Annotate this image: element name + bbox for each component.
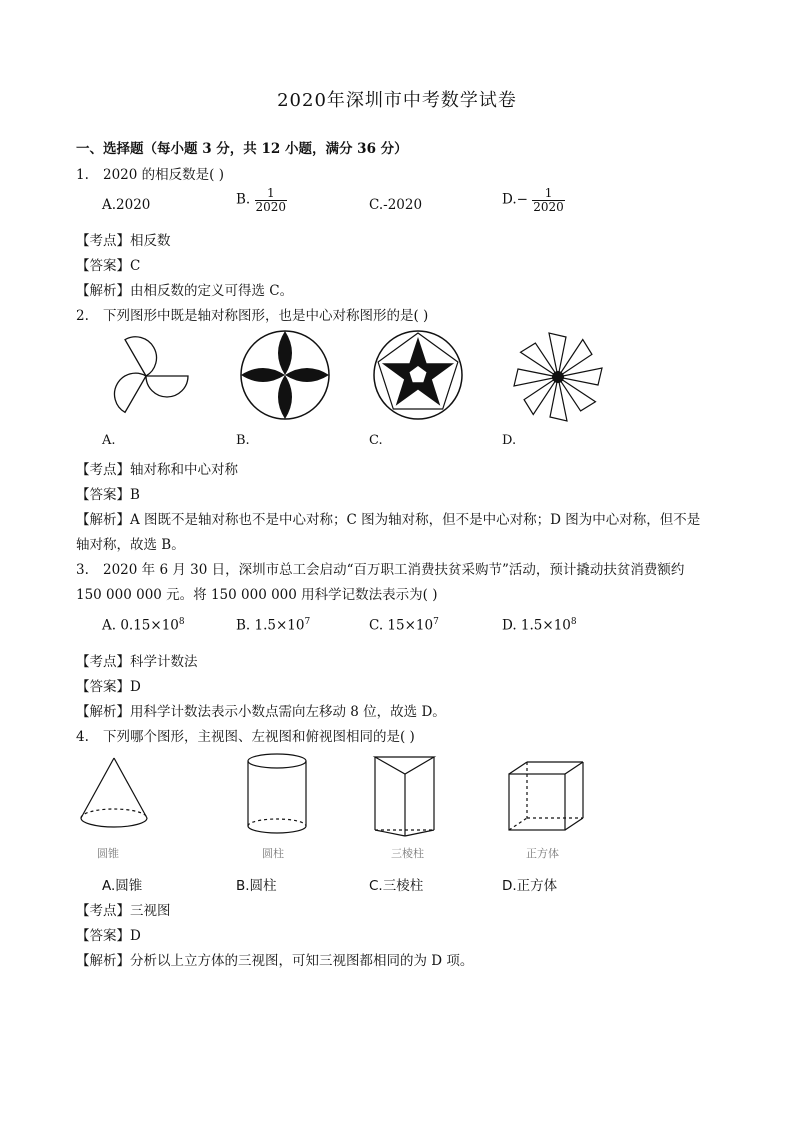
tag-kaodian: 【考点】 — [76, 233, 130, 249]
fraction-denominator: 2020 — [255, 199, 287, 214]
q4-caption-cone: 圆锥 — [97, 847, 119, 860]
tag-jiexi: 【解析】 — [76, 283, 130, 299]
kaodian-text: 轴对称和中心对称 — [130, 462, 238, 478]
option-text: B. 1.5×10 — [236, 617, 305, 634]
q2-label-a: A. — [102, 433, 116, 448]
question-1-stem — [76, 163, 224, 183]
q4-kaodian — [76, 899, 171, 919]
tag-daan: 【答案】 — [76, 258, 130, 274]
q2-jiexi-cont: 轴对称，故选 B。 — [76, 537, 185, 553]
q3-option-c — [369, 617, 439, 634]
q4-caption-cube: 正方体 — [526, 847, 559, 860]
jiexi-text: 由相反数的定义可得选 C。 — [130, 283, 294, 299]
q4-option-d: D.正方体 — [502, 878, 558, 894]
option-prefix: B. — [236, 191, 251, 208]
option-text: C. 15×10 — [369, 617, 434, 634]
q2-figure-b — [239, 329, 331, 421]
q4-cone-figure — [78, 756, 150, 836]
q2-kaodian — [76, 458, 238, 478]
q3-option-a — [102, 617, 185, 634]
q3-kaodian — [76, 650, 198, 670]
tag-jiexi: 【解析】 — [76, 512, 130, 528]
question-number: 3. — [76, 562, 89, 578]
question-4-stem — [76, 725, 415, 745]
question-text: 2020 年 6 月 30 日，深圳市总工会启动“百万职工消费扶贫采购节”活动，预计撬动扶贫消费额约 — [103, 562, 685, 578]
q4-cube-figure — [506, 760, 586, 832]
kaodian-text: 相反数 — [130, 233, 171, 249]
q2-daan — [76, 483, 140, 503]
tag-jiexi: 【解析】 — [76, 953, 130, 969]
fraction-denominator: 2020 — [533, 199, 564, 214]
q3-option-b — [236, 617, 310, 634]
q1-kaodian — [76, 229, 171, 249]
tag-daan: 【答案】 — [76, 928, 130, 944]
fraction-numerator: 1 — [266, 186, 275, 200]
exponent: 7 — [433, 617, 439, 627]
option-prefix: D. — [502, 191, 517, 208]
tag-kaodian: 【考点】 — [76, 654, 130, 670]
q4-option-a: A.圆锥 — [102, 878, 143, 894]
question-number: 1. — [76, 167, 89, 183]
exponent: 7 — [304, 617, 311, 627]
jiexi-text: 用科学计数法表示小数点需向左移动 8 位，故选 D。 — [130, 704, 446, 720]
tag-kaodian: 【考点】 — [76, 462, 130, 478]
fraction — [532, 187, 565, 213]
exponent: 8 — [570, 617, 577, 627]
exponent: 8 — [178, 617, 185, 627]
q1-option-a: A.2020 — [102, 197, 151, 213]
jiexi-text: 分析以上立方体的三视图，可知三视图都相同的为 D 项。 — [130, 953, 474, 969]
q2-figure-a — [100, 330, 192, 422]
q4-option-c: C.三棱柱 — [369, 878, 424, 894]
question-3-stem — [76, 558, 684, 578]
question-3-stem-cont: 150 000 000 元。将 150 000 000 用科学记数法表示为( ) — [76, 587, 438, 603]
option-text: A. 0.15×10 — [102, 617, 179, 634]
q1-jiexi — [76, 279, 293, 299]
daan-text: B — [130, 487, 140, 503]
fraction — [255, 187, 288, 213]
fraction-numerator: 1 — [544, 186, 553, 200]
q4-daan — [76, 924, 141, 944]
q3-daan — [76, 675, 141, 695]
q2-label-c: C. — [369, 433, 383, 448]
question-text: 下列图形中既是轴对称图形，也是中心对称图形的是( ) — [103, 308, 429, 324]
q4-cylinder-figure — [244, 752, 310, 838]
q2-figure-c — [372, 329, 464, 421]
question-number: 4. — [76, 729, 89, 745]
page-title: 2020年深圳市中考数学试卷 — [277, 90, 517, 111]
tag-jiexi: 【解析】 — [76, 704, 130, 720]
q2-label-b: B. — [236, 433, 250, 448]
q3-option-d — [502, 617, 577, 634]
q4-caption-cylinder: 圆柱 — [262, 847, 284, 860]
section-heading: 一、选择题（每小题 3 分，共 12 小题，满分 36 分） — [76, 141, 408, 157]
question-2-stem — [76, 304, 428, 324]
q1-daan — [76, 254, 140, 274]
q4-caption-prism: 三棱柱 — [391, 847, 424, 860]
tag-kaodian: 【考点】 — [76, 903, 130, 919]
daan-text: C — [130, 258, 141, 274]
q4-option-b: B.圆柱 — [236, 878, 277, 894]
jiexi-text: A 图既不是轴对称也不是中心对称；C 图为轴对称，但不是中心对称；D 图为中心对称，但不是 — [130, 512, 701, 528]
tag-daan: 【答案】 — [76, 487, 130, 503]
q4-prism-figure — [372, 754, 438, 840]
minus-sign: − — [516, 191, 528, 208]
option-text: D. 1.5×10 — [502, 617, 571, 634]
q1-option-b — [236, 187, 287, 213]
question-text: 2020 的相反数是( ) — [103, 167, 224, 183]
question-text: 下列哪个图形，主视图、左视图和俯视图相同的是( ) — [103, 729, 415, 745]
q2-label-d: D. — [502, 433, 517, 448]
q3-jiexi — [76, 700, 446, 720]
q2-jiexi — [76, 508, 700, 528]
q4-jiexi — [76, 949, 473, 969]
tag-daan: 【答案】 — [76, 679, 130, 695]
question-number: 2. — [76, 308, 89, 324]
kaodian-text: 三视图 — [130, 903, 171, 919]
daan-text: D — [130, 928, 141, 944]
q1-option-c: C.-2020 — [369, 197, 423, 213]
q2-figure-d — [508, 329, 608, 425]
kaodian-text: 科学计数法 — [130, 654, 198, 670]
q1-option-d — [502, 187, 565, 213]
daan-text: D — [130, 679, 141, 695]
